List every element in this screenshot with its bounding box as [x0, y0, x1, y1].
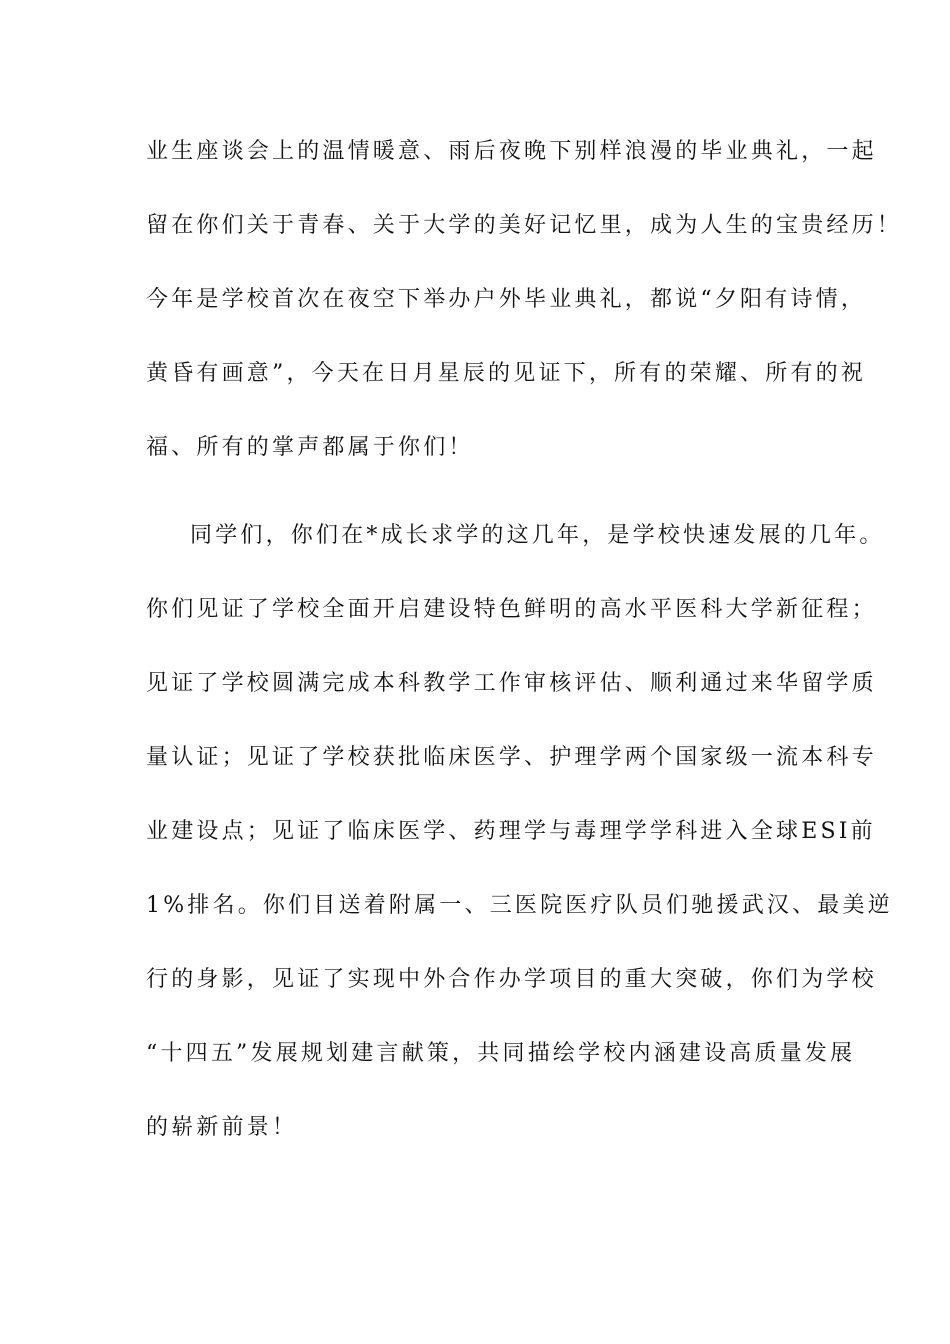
text-line: 的崭新前景！: [146, 1115, 298, 1140]
text-line: 见证了学校圆满完成本科教学工作审核评估、顺利通过来华留学质: [146, 671, 877, 696]
text-line: 业生座谈会上的温情暖意、雨后夜晚下别样浪漫的毕业典礼，一起: [146, 139, 877, 164]
text-line: “十四五”发展规划建言献策，共同描绘学校内涵建设高质量发展: [146, 1041, 856, 1066]
text-line: 同学们，你们在*成长求学的这几年，是学校快速发展的几年。: [190, 523, 885, 548]
text-line: 1%排名。你们目送着附属一、三医院医疗队员们驰援武汉、最美逆: [146, 893, 893, 918]
text-line: 业建设点；见证了临床医学、药理学与毒理学学科进入全球ESI前: [146, 819, 876, 844]
text-line: 留在你们关于青春、关于大学的美好记忆里，成为人生的宝贵经历！: [146, 213, 903, 238]
text-line: 你们见证了学校全面开启建设特色鲜明的高水平医科大学新征程；: [146, 597, 877, 622]
text-line: 黄昏有画意”，今天在日月星辰的见证下，所有的荣耀、所有的祝: [146, 361, 867, 386]
text-line: 福、所有的掌声都属于你们！: [146, 435, 474, 460]
text-line: 行的身影，见证了实现中外合作办学项目的重大突破，你们为学校: [146, 967, 877, 992]
text-line: 今年是学校首次在夜空下举办户外毕业典礼，都说“夕阳有诗情，: [146, 287, 867, 312]
text-line: 量认证；见证了学校获批临床医学、护理学两个国家级一流本科专: [146, 745, 877, 770]
